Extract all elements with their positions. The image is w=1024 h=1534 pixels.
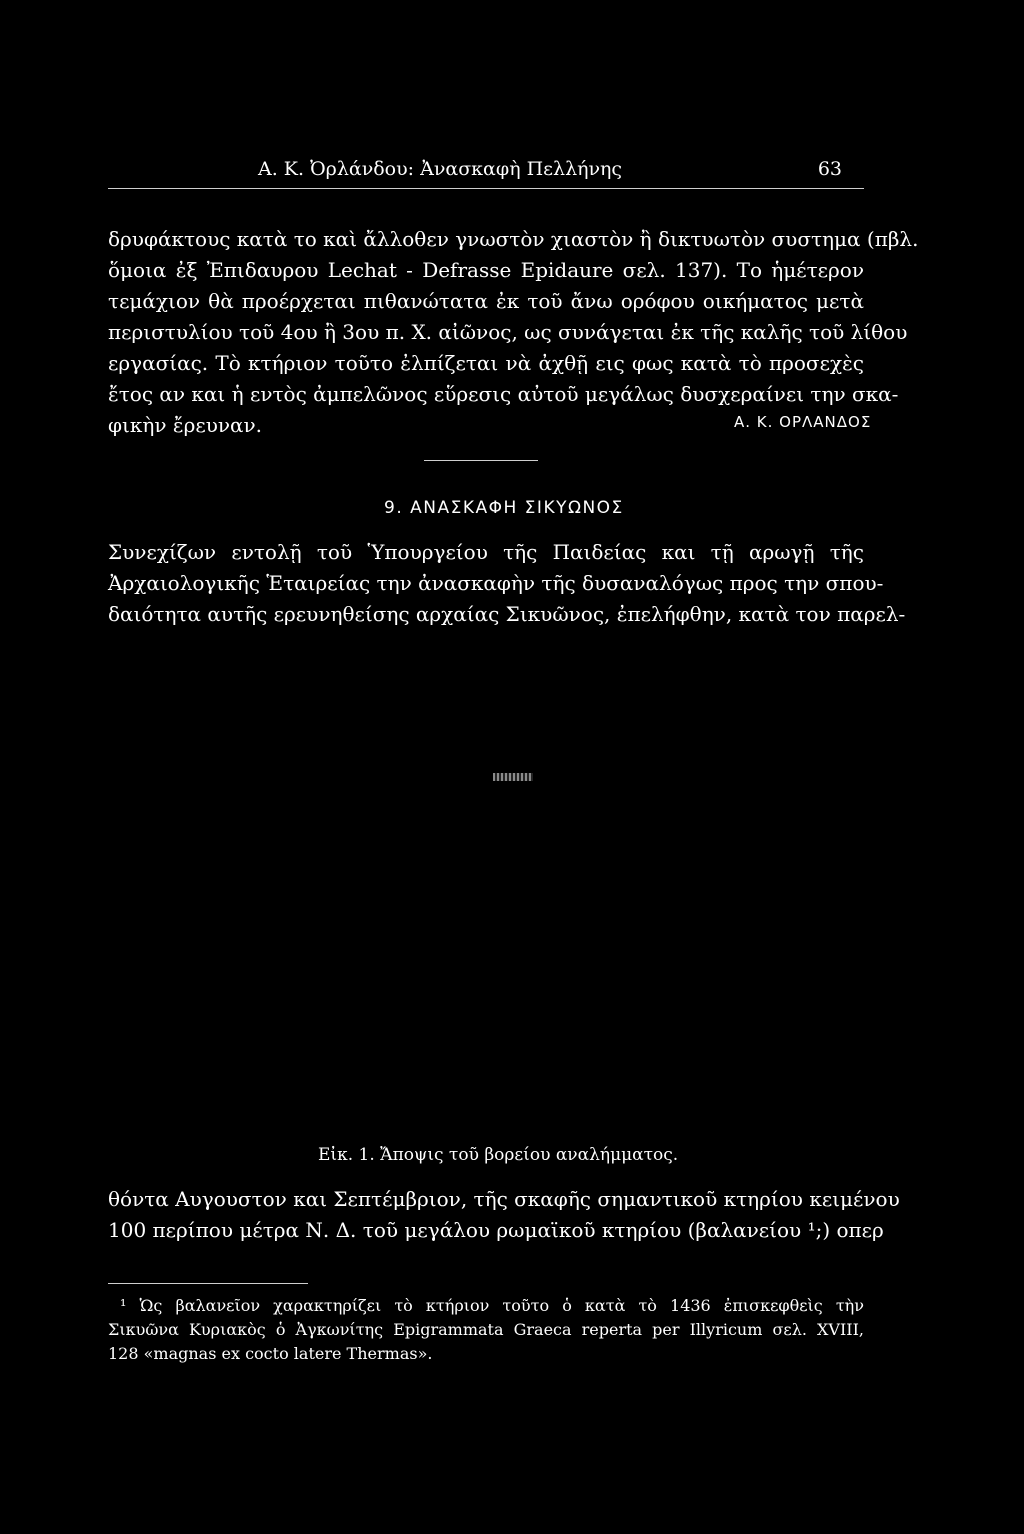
paragraph-2 [108, 537, 906, 630]
text-line: 100 περίπου μέτρα Ν. Δ. τοῦ μεγάλου ρωμαϊκοῦ κτηρίου (βαλανείου ¹;) οπερ [108, 1218, 884, 1242]
footnote-line: 128 «magnas ex cocto latere Thermas». [108, 1344, 433, 1363]
section-title: 9. ΑΝΑΣΚΑΦΗ ΣΙΚΥΩΝΟΣ [384, 498, 624, 518]
header-rule [108, 188, 864, 189]
text-line: ἔτος αν και ἡ εντὸς ἀμπελῶνος εὕρεσις αὐτοῦ μεγάλως δυσχεραίνει την σκα- [108, 382, 899, 406]
text-line: θόντα Αυγουστον και Σεπτέμβριον, τῆς σκαφῆς σημαντικοῦ κτηρίου κειμένου [108, 1187, 900, 1211]
footnote [108, 1294, 864, 1366]
text-line: τεμάχιον θὰ προέρχεται πιθανώτατα ἐκ τοῦ ἄνω ορόφου οικήματος μετὰ [108, 289, 864, 313]
footnote-rule [108, 1283, 308, 1284]
text-line: δαιότητα αυτῆς ερευνηθείσης αρχαίας Σικυῶνος, ἐπελήφθην, κατὰ τον παρελ- [108, 602, 906, 626]
text-line: ὅμοια ἐξ Ἐπιδαυρου Lechat - Defrasse Epidaure σελ. 137). Το ἡμέτερον [108, 258, 864, 282]
figure-artifact [493, 773, 533, 781]
footnote-line: ¹ Ὡς βαλανεῖον χαρακτηρίζει τὸ κτήριον τοῦτο ὁ κατὰ τὸ 1436 ἐπισκεφθεὶς τὴν [120, 1296, 864, 1315]
text-line: δρυφάκτους κατὰ το καὶ ἄλλοθεν γνωστὸν χιαστὸν ἢ δικτυωτὸν συστημα (πβλ. [108, 227, 919, 251]
text-line: εργασίας. Τὸ κτήριον τοῦτο ἐλπίζεται νὰ ἀχθῇ εις φως κατὰ τὸ προσεχὲς [108, 351, 864, 375]
text-line: Ἀρχαιολογικῆς Ἑταιρείας την ἀνασκαφὴν τῆς δυσαναλόγως προς την σπου- [108, 571, 884, 595]
text-line: φικὴν ἔρευναν. [108, 413, 263, 437]
paragraph-3 [108, 1184, 900, 1246]
page-number: 63 [817, 158, 842, 180]
text-line: περιστυλίου τοῦ 4ου ἢ 3ου π. Χ. αἰῶνος, ως συνάγεται ἐκ τῆς καλῆς τοῦ λίθου [108, 320, 908, 344]
author-signature: Α. Κ. ΟΡΛΑΝΔΟΣ [734, 413, 872, 431]
text-line: Συνεχίζων εντολῇ τοῦ Ὑπουργείου τῆς Παιδείας και τῇ αρωγῇ τῆς [108, 540, 864, 564]
page-header [258, 158, 842, 180]
running-title: Α. Κ. Ὀρλάνδου: Ἀνασκαφὴ Πελλήνης [258, 158, 623, 180]
section-divider [424, 460, 538, 461]
figure-caption: Εἰκ. 1. Ἄποψις τοῦ βορείου αναλήμματος. [318, 1145, 679, 1165]
footnote-line: Σικυῶνα Κυριακὸς ὁ Ἀγκωνίτης Epigrammata Graeca reperta per Illyricum σελ. XVIII, [108, 1320, 864, 1339]
paragraph-1 [108, 224, 919, 441]
